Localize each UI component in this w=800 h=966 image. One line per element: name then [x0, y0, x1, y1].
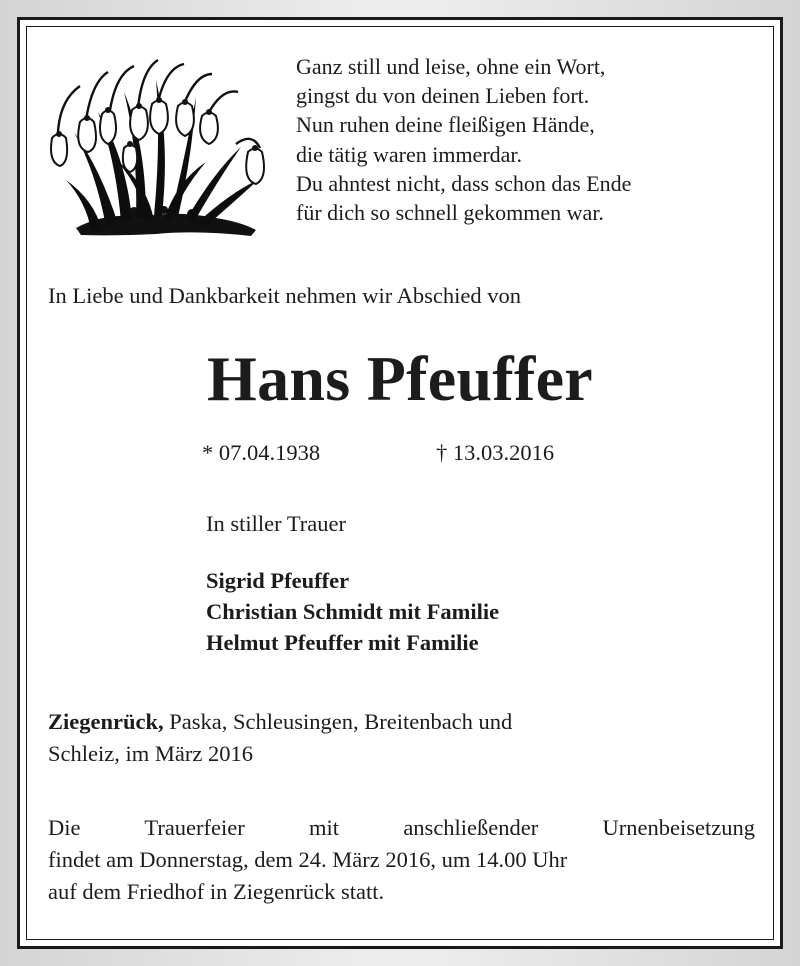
- poem-line: die tätig waren immerdar.: [296, 141, 523, 167]
- main-place: Ziegenrück,: [48, 709, 164, 734]
- mourning-label: In stiller Trauer: [206, 511, 346, 536]
- funeral-service-info: [48, 812, 755, 908]
- mourners-list: [206, 565, 499, 658]
- poem-line: Du ahntest nicht, dass schon das Ende: [296, 170, 632, 196]
- other-places: Paska, Schleusingen, Breitenbach und: [163, 709, 513, 734]
- poem-line: für dich so schnell gekommen war.: [296, 200, 604, 226]
- death-date: † 13.03.2016: [436, 440, 555, 465]
- poem-line: Ganz still und leise, ohne ein Wort,: [296, 54, 606, 79]
- mourner-name: Christian Schmidt mit Familie: [206, 599, 500, 624]
- mourner-name: Sigrid Pfeuffer: [206, 568, 350, 593]
- deceased-name: Hans Pfeuffer: [206, 343, 594, 414]
- mourner-name: Helmut Pfeuffer mit Familie: [206, 630, 479, 655]
- farewell-intro-text: In Liebe und Dankbarkeit nehmen wir Abschied von: [48, 283, 521, 308]
- service-line: Die Trauerfeier mit anschließender Urnenbeisetzung: [48, 815, 755, 840]
- snowdrop-flowers-illustration: [46, 52, 268, 238]
- poem-line: gingst du von deinen Lieben fort.: [296, 83, 590, 109]
- places-and-date: [48, 706, 728, 770]
- poem-line: Nun ruhen deine fleißigen Hände,: [296, 112, 595, 138]
- service-line: auf dem Friedhof in Ziegenrück statt.: [48, 879, 385, 904]
- birth-date: * 07.04.1938: [202, 440, 321, 465]
- place-date-line: Schleiz, im März 2016: [48, 741, 253, 766]
- service-line: findet am Donnerstag, dem 24. März 2016, um 14.00 Uhr: [48, 847, 568, 872]
- poem: [296, 52, 631, 227]
